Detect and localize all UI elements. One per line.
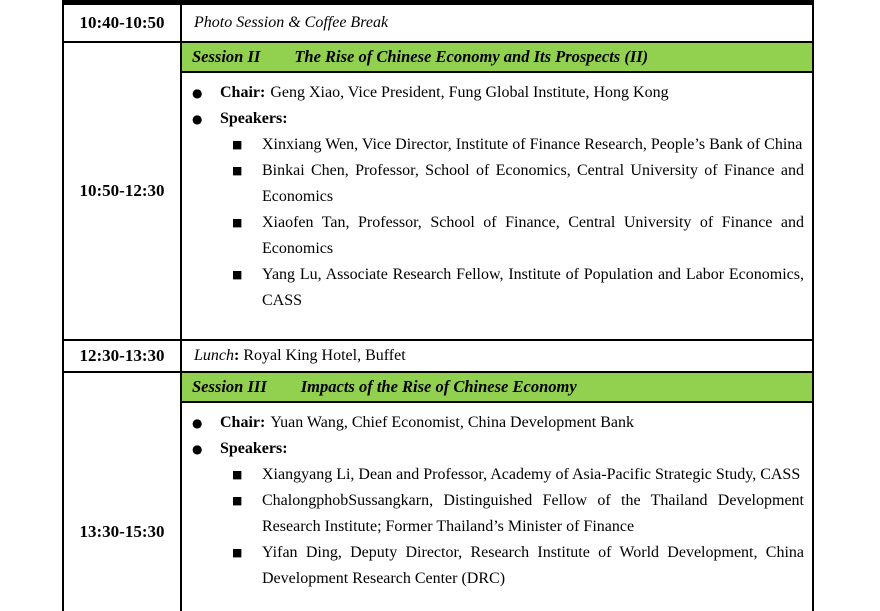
row-content xyxy=(181,340,813,372)
table-row xyxy=(63,340,813,372)
speakers-label-row xyxy=(182,106,812,132)
speaker-entry: Xiaofen Tan, Professor, School of Finance, Central University of Finance and Economics xyxy=(262,214,804,257)
square-bullet-icon: ■ xyxy=(232,468,243,481)
speakers-label-row xyxy=(182,436,812,462)
event-title xyxy=(182,5,812,41)
bullet-icon: ● xyxy=(192,416,203,430)
chair-entry xyxy=(220,410,812,436)
square-bullet-icon: ■ xyxy=(232,216,243,229)
row-content xyxy=(181,372,813,611)
speaker-item xyxy=(182,488,812,540)
event-title-colon: : xyxy=(234,347,240,364)
chair-entry xyxy=(220,80,812,106)
bullet-icon: ● xyxy=(192,86,203,100)
speaker-item xyxy=(182,262,812,314)
speaker-entry: Yifan Ding, Deputy Director, Research Institute of World Development, China Development Research Center (DRC) xyxy=(262,544,804,587)
square-bullet-icon: ■ xyxy=(232,546,243,559)
speaker-item xyxy=(182,210,812,262)
event-title-italic: Lunch xyxy=(194,347,234,364)
session-label: Session III xyxy=(192,377,267,396)
time-slot: 10:40-10:50 xyxy=(63,3,181,43)
table-row xyxy=(63,3,813,43)
row-content xyxy=(181,42,813,340)
agenda-table xyxy=(62,0,814,611)
event-title-italic: Photo Session & Coffee Break xyxy=(194,14,389,31)
time-slot: 10:50-12:30 xyxy=(63,42,181,340)
speaker-item xyxy=(182,132,812,158)
bullet-icon: ● xyxy=(192,112,203,126)
event-title-rest: Royal King Hotel, Buffet xyxy=(243,347,406,364)
session-title: The Rise of Chinese Economy and Its Prospects (II) xyxy=(294,47,649,66)
square-bullet-icon: ■ xyxy=(232,268,243,281)
session-label: Session II xyxy=(192,47,261,66)
time-slot: 12:30-13:30 xyxy=(63,340,181,372)
bullet-icon: ● xyxy=(192,442,203,456)
speakers-label: Speakers: xyxy=(220,110,288,127)
speaker-item xyxy=(182,462,812,488)
chair-name: Geng Xiao, Vice President, Fung Global Institute, Hong Kong xyxy=(270,84,669,101)
session-header-bar xyxy=(182,43,812,73)
speaker-entry: Yang Lu, Associate Research Fellow, Institute of Population and Labor Economics, CASS xyxy=(262,266,804,309)
speaker-entry: Xinxiang Wen, Vice Director, Institute of Finance Research, People’s Bank of China xyxy=(262,136,803,153)
session-header-bar xyxy=(182,373,812,403)
square-bullet-icon: ■ xyxy=(232,138,243,151)
square-bullet-icon: ■ xyxy=(232,494,243,507)
speaker-entry: Xiangyang Li, Dean and Professor, Academy of Asia-Pacific Strategic Study, CASS xyxy=(262,466,801,483)
speaker-item xyxy=(182,540,812,592)
chair-label: Chair: xyxy=(220,84,266,101)
chair-label: Chair: xyxy=(220,414,266,431)
speakers-label: Speakers: xyxy=(220,440,288,457)
row-content xyxy=(181,3,813,43)
event-title xyxy=(182,341,812,371)
square-bullet-icon: ■ xyxy=(232,164,243,177)
session-title: Impacts of the Rise of Chinese Economy xyxy=(300,377,577,396)
table-row xyxy=(63,372,813,611)
speaker-entry: Binkai Chen, Professor, School of Economics, Central University of Finance and Economics xyxy=(262,162,804,205)
chair-name: Yuan Wang, Chief Economist, China Development Bank xyxy=(270,414,635,431)
speaker-entry: ChalongphobSussangkarn, Distinguished Fellow of the Thailand Development Research Institute; Former Thailand’s Minister of Finance xyxy=(262,492,804,535)
table-row xyxy=(63,42,813,340)
chair-row xyxy=(182,410,812,436)
time-slot: 13:30-15:30 xyxy=(63,372,181,611)
speaker-item xyxy=(182,158,812,210)
chair-row xyxy=(182,80,812,106)
